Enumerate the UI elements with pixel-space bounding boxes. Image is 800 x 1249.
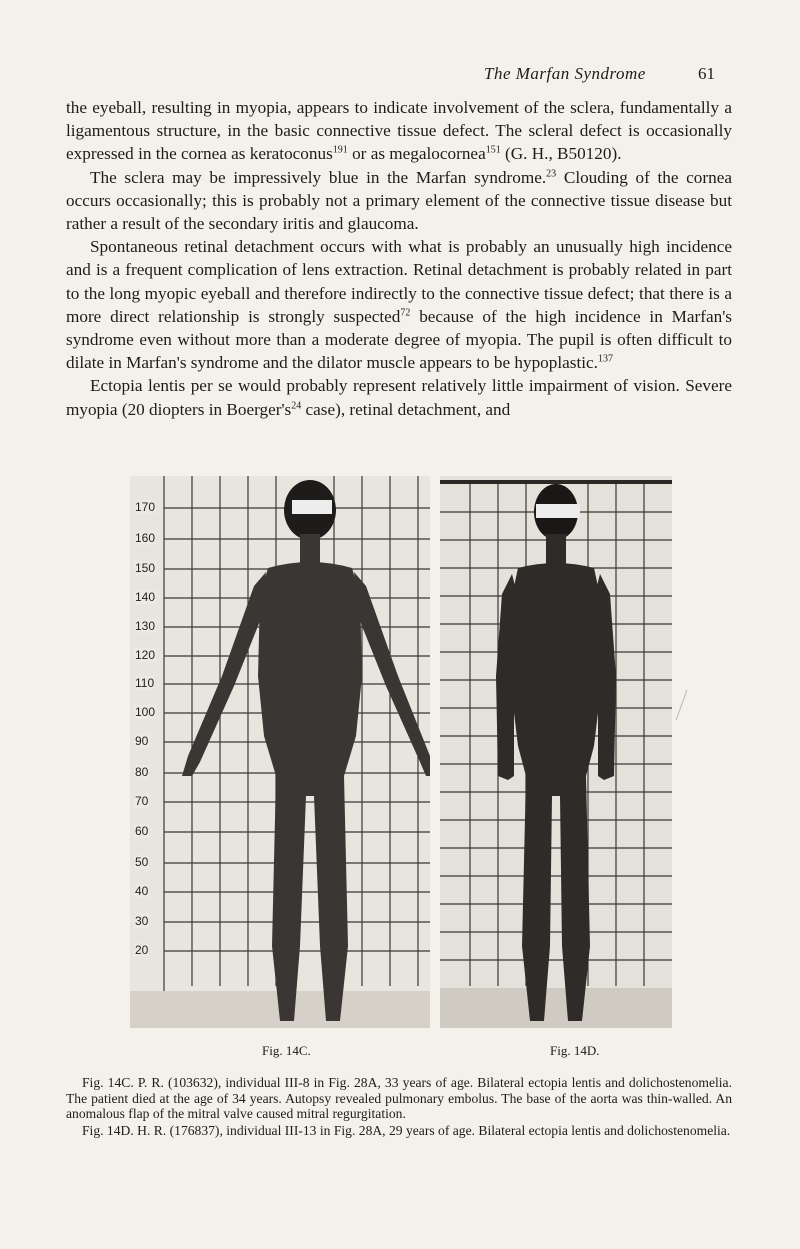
photo-14c-illustration [130,476,430,1028]
caption-14c: Fig. 14C. P. R. (103632), individual III-8 in Fig. 28A, 33 years of age. Bilateral ectopia lentis and dolichostenomelia. The patient died at the age of 34 years. Autopsy revealed pulmonary embolus. The base of the aorta was thin-walled. An anomalous flap of the mitral valve caused mitral regurgitation. [66,1075,732,1122]
scale-label: 160 [135,531,156,545]
paragraph-1: the eyeball, resulting in myopia, appears to indicate involvement of the sclera, fundamentally a ligamentous structure, in the basic connective tissue defect. The scleral defect is occasionally expressed in the cornea as keratoconus$^{191}$ or as megalocornea$^{151}$ (G. H., B50120). [66,98,732,164]
figure-labels [0,1043,800,1063]
scale-label: 50 [135,855,149,869]
paragraph-3: Spontaneous retinal detachment occurs with what is probably an unusually high incidence and is a frequent complication of lens extraction. Retinal detachment is probably related in part to the long myopic eyeball and therefore indirectly to the connective tissue defect; that there is a more direct relationship is strongly suspected$^{72}$ because of the high incidence in Marfan's syndrome even without more than a moderate degree of myopia. The pupil is often difficult to dilate in Marfan's syndrome and the dilator muscle appears to be hypoplastic.$^{137}$ [66,237,732,373]
reference-24: 24 [291,399,302,411]
scale-label: 170 [135,500,156,514]
paragraph-2: The sclera may be impressively blue in the Marfan syndrome.$^{23}$ Clouding of the cornea occurs occasionally; this is probably not a primary element of the connective tissue disease but rather a result of the secondary iritis and glaucoma. [66,167,732,234]
figure-label-14c: Fig. 14C. [262,1043,311,1058]
scale-label: 90 [135,734,149,748]
scale-label: 30 [135,914,149,928]
scale-label: 150 [135,561,156,575]
photo-fig-14c [130,476,430,1028]
figure-14 [130,476,670,1036]
reference-191: 191 [332,144,348,156]
reference-23: 23 [546,167,557,179]
scale-label: 60 [135,824,149,838]
page-header [0,64,800,90]
page-number: 61 [698,64,715,83]
scale-label: 40 [135,884,149,898]
scale-label: 80 [135,765,149,779]
reference-151: 151 [485,144,501,156]
figure-label-14d: Fig. 14D. [550,1043,600,1058]
scale-label: 20 [135,943,149,957]
scale-label: 130 [135,619,156,633]
scale-label: 100 [135,705,156,719]
scale-label: 110 [135,676,155,690]
reference-137: 137 [597,353,613,365]
photo-14d-illustration [440,476,672,1028]
body-text [66,96,732,421]
photo-fig-14d [440,476,672,1028]
scale-label: 120 [135,648,156,662]
scale-label: 140 [135,590,156,604]
paragraph-4: Ectopia lentis per se would probably represent relatively little impairment of vision. Severe myopia (20 diopters in $Boerger's^{24}$ case), retinal detachment, and [66,376,732,419]
figure-caption [66,1075,732,1139]
caption-14d: Fig. 14D. H. R. (176837), individual III-13 in Fig. 28A, 29 years of age. Bilateral ectopia lentis and dolichostenomelia. [82,1122,731,1138]
reference-72: 72 [400,307,411,319]
running-title: The Marfan Syndrome [484,64,646,83]
scale-label: 70 [135,794,149,808]
